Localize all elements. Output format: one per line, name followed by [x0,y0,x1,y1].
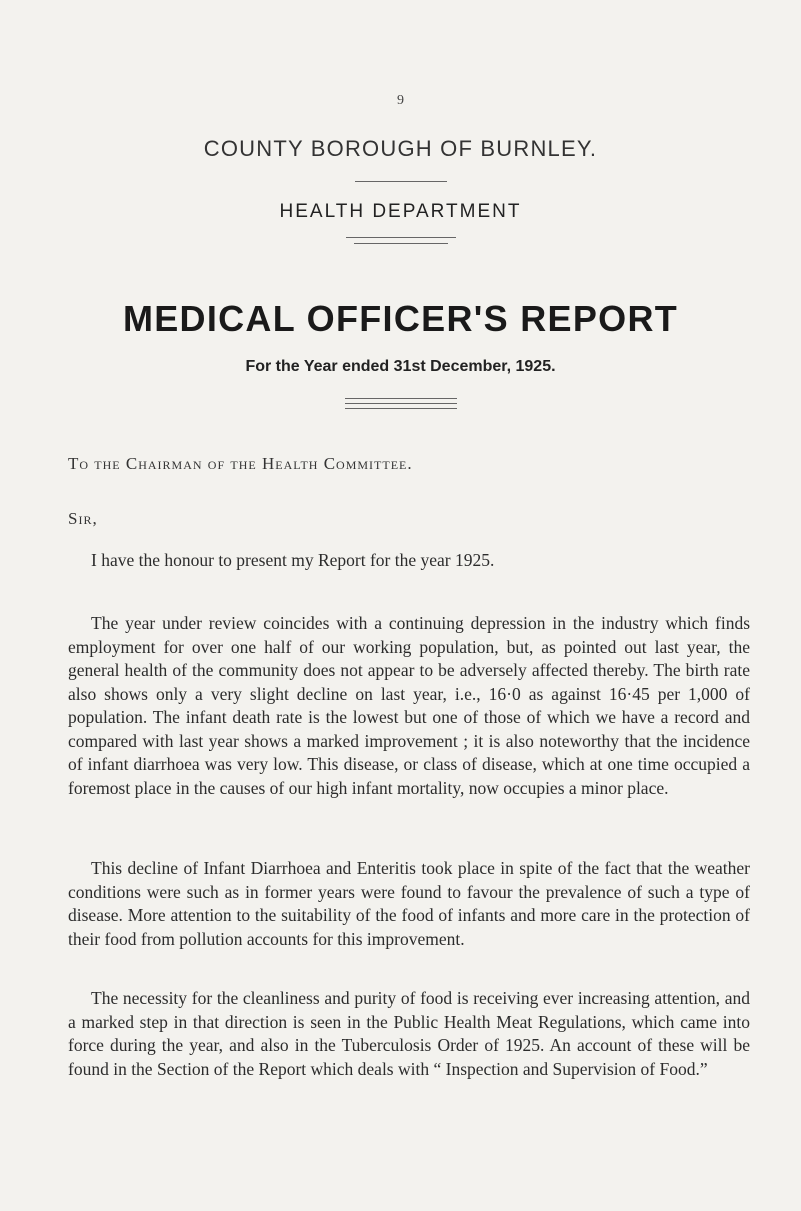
body-paragraph: I have the honour to present my Report for the year 1925. [91,550,495,570]
divider-rule [355,181,447,182]
divider-rule [345,408,457,409]
divider-rule [354,243,448,244]
body-paragraph: This decline of Infant Diarrhoea and Enteritis took place in spite of the fact that the weather conditions were such as in former years were found to favour the prevalence of such a type of disease. More attention to the suitability of the food of infants and more care in the protection of their food from pollution accounts for this improvement. [68,858,750,949]
borough-heading: COUNTY BOROUGH OF BURNLEY. [203,136,598,161]
divider-rule [345,398,457,399]
divider-rule [345,403,457,404]
department-heading: HEALTH DEPARTMENT [279,201,522,222]
report-title: MEDICAL OFFICER'S REPORT [122,298,679,339]
page-number: 9 [397,93,404,108]
letter-addressee: To the Chairman of the Health Committee. [68,454,413,473]
divider-rule [346,237,456,238]
letter-salutation: Sir, [68,509,98,528]
report-subtitle: For the Year ended 31st December, 1925. [245,358,556,375]
body-paragraph: The year under review coincides with a continuing depression in the industry which finds employment for over one half of our working population, but, as pointed out last year, the general health of the community does not appear to be adversely affected thereby. The birth rate also shows only a very slight decline on last year, i.e., 16·0 as against 16·45 per 1,000 of population. The infant death rate is the lowest but one of those of which we have a record and compared with last year shows a marked improvement ; it is also noteworthy that the incidence of infant diarrhoea was very low. This disease, or class of disease, which at one time occupied a foremost place in the causes of our high infant mortality, now occupies a minor place. [68,613,750,798]
body-paragraph: The necessity for the cleanliness and purity of food is receiving ever increasing attention, and a marked step in that direction is seen in the Public Health Meat Regulations, which came into force during the year, and also in the Tuberculosis Order of 1925. An account of these will be found in the Section of the Report which deals with “ Inspection and Supervision of Food.” [68,988,750,1079]
